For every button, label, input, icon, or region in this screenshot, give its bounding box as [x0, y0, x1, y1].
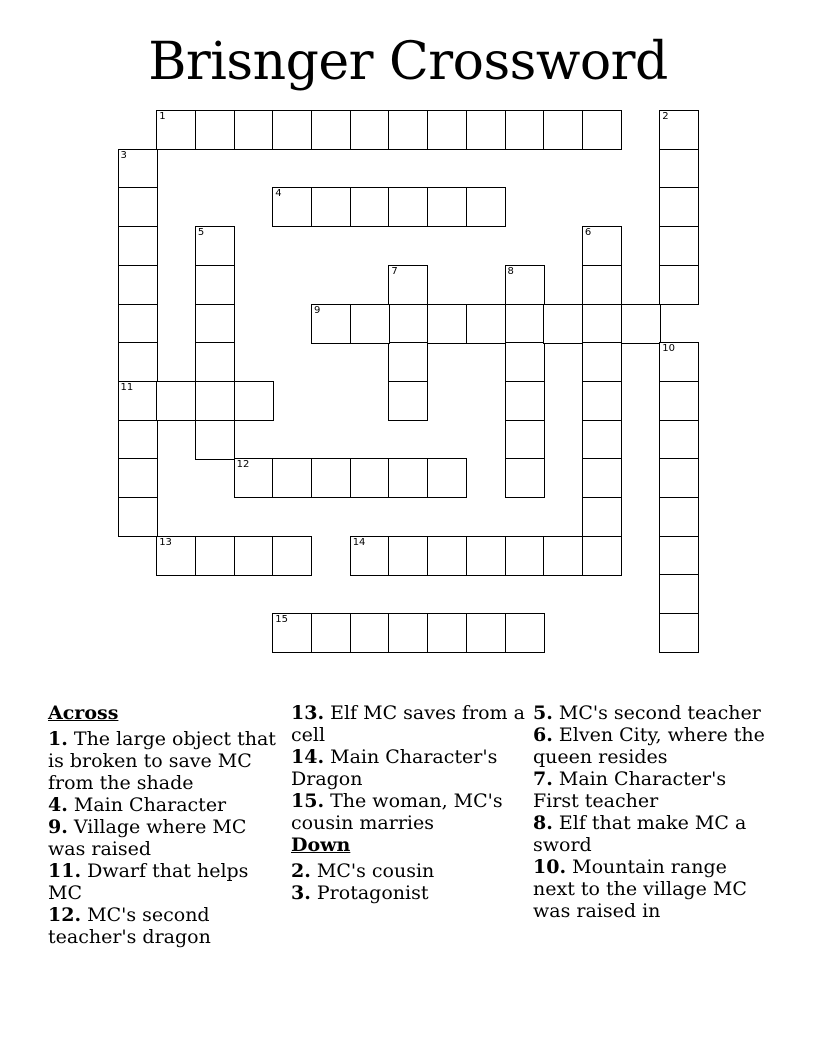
- grid-cell-11[interactable]: [118, 381, 158, 421]
- clue-number: 13: [159, 536, 172, 548]
- grid-cell[interactable]: [388, 536, 428, 576]
- clue-across-14: 14. Main Character's Dragon: [291, 746, 498, 790]
- grid-cell-9[interactable]: [311, 304, 351, 344]
- grid-cell[interactable]: [582, 420, 622, 460]
- grid-cell[interactable]: [505, 342, 545, 382]
- grid-cell[interactable]: [621, 304, 661, 344]
- grid-cell[interactable]: [350, 613, 390, 653]
- clue-number: 6: [584, 227, 592, 239]
- clue-number: 14: [352, 536, 366, 548]
- grid-cell[interactable]: [388, 381, 428, 421]
- grid-cell[interactable]: [505, 420, 545, 460]
- grid-cell[interactable]: [659, 458, 699, 498]
- grid-cell[interactable]: [466, 613, 506, 653]
- grid-cell[interactable]: [427, 304, 467, 344]
- grid-cell[interactable]: [311, 187, 351, 227]
- grid-cell-4[interactable]: [272, 187, 312, 227]
- grid-cell[interactable]: [311, 458, 351, 498]
- grid-cell[interactable]: [272, 458, 312, 498]
- grid-cell[interactable]: [350, 187, 390, 227]
- grid-cell[interactable]: [505, 304, 545, 344]
- grid-cell[interactable]: [505, 110, 545, 150]
- clue-down-6: 6. Elven City, where the queen resides: [533, 724, 765, 768]
- grid-cell[interactable]: [659, 149, 699, 189]
- grid-cell[interactable]: [659, 381, 699, 421]
- clue-across-1: 1. The large object that is broken to save MC from the shade: [48, 728, 276, 794]
- grid-cell[interactable]: [388, 342, 428, 382]
- grid-cell[interactable]: [118, 342, 158, 382]
- clue-number: 8: [507, 265, 514, 277]
- grid-cell-12[interactable]: [234, 458, 274, 498]
- grid-cell[interactable]: [156, 381, 196, 421]
- grid-cell[interactable]: [118, 265, 158, 305]
- grid-cell[interactable]: [234, 536, 274, 576]
- clue-number: 2: [662, 111, 669, 122]
- clue-across-4: 4. Main Character: [48, 794, 227, 816]
- clue-number: 5: [197, 227, 205, 239]
- grid-cell[interactable]: [543, 110, 583, 150]
- grid-cell[interactable]: [350, 304, 390, 344]
- clue-number: 1: [159, 111, 166, 122]
- grid-cell-10[interactable]: [659, 342, 699, 382]
- clue-across-15: 15. The woman, MC's cousin marries: [291, 790, 503, 834]
- grid-cell[interactable]: [427, 536, 467, 576]
- grid-cell[interactable]: [388, 613, 428, 653]
- grid-cell[interactable]: [582, 110, 622, 150]
- grid-cell[interactable]: [234, 381, 274, 421]
- grid-cell[interactable]: [466, 110, 506, 150]
- grid-cell[interactable]: [195, 265, 235, 305]
- grid-cell[interactable]: [195, 304, 235, 344]
- grid-cell-6[interactable]: [582, 226, 622, 266]
- clue-number: 11: [120, 381, 134, 393]
- grid-cell-1[interactable]: [156, 110, 196, 150]
- clue-number: 10: [662, 343, 676, 355]
- clue-across-11: 11. Dwarf that helps MC: [48, 860, 249, 904]
- grid-cell[interactable]: [582, 381, 622, 421]
- clues-column-3: [533, 702, 768, 922]
- grid-cell[interactable]: [466, 304, 506, 344]
- clue-number: 9: [314, 304, 321, 316]
- clue-number: 12: [236, 459, 250, 471]
- grid-cell[interactable]: [118, 187, 158, 227]
- grid-cell[interactable]: [466, 536, 506, 576]
- grid-cell[interactable]: [659, 265, 699, 305]
- grid-cell[interactable]: [118, 420, 158, 460]
- grid-cell[interactable]: [195, 381, 235, 421]
- grid-cell[interactable]: [582, 342, 622, 382]
- grid-cell[interactable]: [505, 381, 545, 421]
- grid-cell[interactable]: [659, 574, 699, 614]
- grid-cell[interactable]: [388, 110, 428, 150]
- grid-cell[interactable]: [427, 458, 467, 498]
- clue-across-13: 13. Elf MC saves from a cell: [291, 702, 525, 746]
- grid-cell[interactable]: [195, 536, 235, 576]
- grid-cell[interactable]: [388, 304, 428, 344]
- clues-column-1: [48, 702, 283, 948]
- grid-cell[interactable]: [388, 458, 428, 498]
- grid-cell-13[interactable]: [156, 536, 196, 576]
- grid-cell[interactable]: [427, 613, 467, 653]
- grid-cell[interactable]: [388, 187, 428, 227]
- grid-cell[interactable]: [659, 226, 699, 266]
- clue-number: 7: [391, 265, 398, 277]
- clue-across-12: 12. MC's second teacher's dragon: [48, 904, 211, 948]
- grid-cell[interactable]: [543, 536, 583, 576]
- page-title: Brisnger Crossword: [148, 32, 668, 92]
- down-heading: Down: [291, 834, 351, 856]
- grid-cell[interactable]: [582, 304, 622, 344]
- grid-cell[interactable]: [427, 187, 467, 227]
- clue-down-3: 3. Protagonist: [291, 882, 429, 904]
- grid-cell[interactable]: [505, 536, 545, 576]
- grid-cell[interactable]: [195, 110, 235, 150]
- grid-cell[interactable]: [466, 187, 506, 227]
- clue-number: 15: [275, 614, 289, 626]
- grid-cell[interactable]: [311, 110, 351, 150]
- grid-cell-5[interactable]: [195, 226, 235, 266]
- clue-down-2: 2. MC's cousin: [291, 860, 435, 882]
- clue-down-5: 5. MC's second teacher: [533, 702, 761, 724]
- clue-down-7: 7. Main Character's First teacher: [533, 768, 727, 812]
- grid-cell[interactable]: [234, 110, 274, 150]
- clue-number: 4: [275, 188, 282, 200]
- grid-cell[interactable]: [582, 536, 622, 576]
- grid-cell[interactable]: [118, 304, 158, 344]
- grid-cell-3[interactable]: [118, 149, 158, 189]
- grid-cell[interactable]: [505, 458, 545, 498]
- grid-cell-15[interactable]: [272, 613, 312, 653]
- grid-cell[interactable]: [195, 420, 235, 460]
- across-heading: Across: [48, 702, 119, 724]
- grid-cell[interactable]: [505, 613, 545, 653]
- clues-column-2: [291, 702, 526, 904]
- grid-cell[interactable]: [350, 110, 390, 150]
- clue-down-10: 10. Mountain range next to the village MC was raised in: [533, 856, 747, 922]
- grid-cell[interactable]: [311, 613, 351, 653]
- grid-cell[interactable]: [350, 458, 390, 498]
- grid-cell[interactable]: [582, 458, 622, 498]
- grid-cell[interactable]: [118, 458, 158, 498]
- grid-cell[interactable]: [118, 226, 158, 266]
- grid-cell[interactable]: [118, 497, 158, 537]
- clue-number: 3: [120, 149, 127, 161]
- grid-cell[interactable]: [582, 265, 622, 305]
- grid-cell[interactable]: [427, 110, 467, 150]
- grid-cell[interactable]: [659, 187, 699, 227]
- grid-cell[interactable]: [272, 536, 312, 576]
- grid-cell[interactable]: [659, 497, 699, 537]
- grid-cell[interactable]: [659, 536, 699, 576]
- grid-cell[interactable]: [195, 342, 235, 382]
- grid-cell[interactable]: [659, 420, 699, 460]
- grid-cell-8[interactable]: [505, 265, 545, 305]
- grid-cell[interactable]: [582, 497, 622, 537]
- grid-cell[interactable]: [543, 304, 583, 344]
- grid-cell[interactable]: [272, 110, 312, 150]
- grid-cell-7[interactable]: [388, 265, 428, 305]
- clue-down-8: 8. Elf that make MC a sword: [533, 812, 747, 856]
- grid-cell-14[interactable]: [350, 536, 390, 576]
- clue-across-9: 9. Village where MC was raised: [48, 816, 247, 860]
- grid-cell[interactable]: [659, 613, 699, 653]
- grid-cell-2[interactable]: [659, 110, 699, 150]
